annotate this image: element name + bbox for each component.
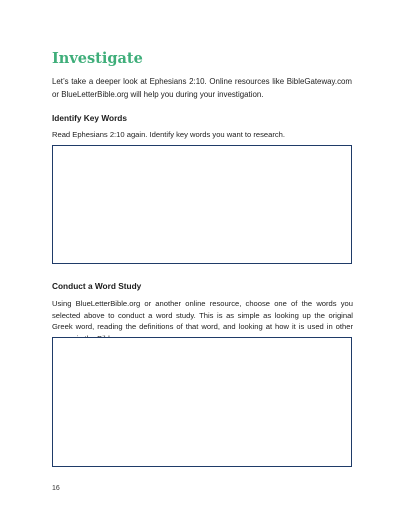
section-title: Investigate <box>52 50 143 67</box>
word-study-answer-box[interactable] <box>52 337 352 467</box>
identify-key-words-instructions: Read Ephesians 2:10 again. Identify key words you want to research. <box>52 130 286 139</box>
key-words-answer-box[interactable] <box>52 145 352 264</box>
page-number: 16 <box>52 485 60 492</box>
word-study-heading: Conduct a Word Study <box>52 281 142 291</box>
section-intro: Let’s take a deeper look at Ephesians 2:10. Online resources like BibleGateway.com or BlueLetterBible.org will help you during your investigation. <box>52 77 352 99</box>
identify-key-words-heading: Identify Key Words <box>52 113 127 123</box>
word-study-instructions: Using BlueLetterBible.org or another online resource, choose one of the words you selected above to conduct a word study. This is as simple as looking up the original Greek word, reading the definitions of that word, and looking at how it is used in other <box>52 299 353 331</box>
